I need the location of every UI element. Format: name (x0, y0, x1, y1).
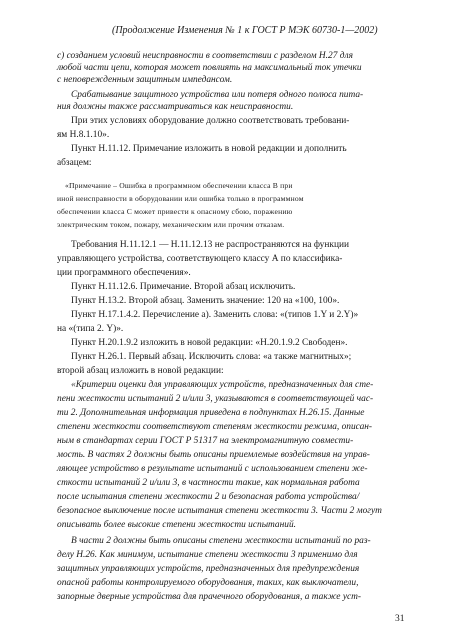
text-line: любой части цепи, которая может повлиять на максимальный ток утечки (57, 63, 362, 73)
text-line: Требования Н.11.12.1 — Н.11.12.13 не распространяются на функции (71, 240, 349, 250)
text-line: При этих условиях оборудование должно соответствовать требовани- (71, 116, 350, 126)
page-number: 31 (395, 614, 405, 624)
text-line: степени жесткости соответствуют степеням жесткости режима, описан- (57, 422, 373, 432)
text-line: второй абзац изложить в новой редакции: (57, 366, 224, 376)
note-line: иной неисправности в оборудовании или ошибка только в программном (57, 194, 304, 203)
text-line: мость. В частях 2 должны быть описаны приемлемые воздействия на управ- (57, 450, 370, 460)
text-line: ляющее устройство в результате испытаний с использованием степени же- (57, 464, 368, 474)
text-line: «Критерии оценки для управляющих устройств, предназначенных для сте- (71, 380, 374, 390)
text-line: безопасное выключение после испытания степени жесткости 3. Части 2 могут (57, 506, 382, 516)
text-line: сткости испытаний 2 и/или 3, в частности такие, как нормальная работа (57, 478, 360, 488)
text-line: В части 2 должны быть описаны степени жесткости испытаний по раз- (71, 536, 371, 546)
text-line: описывать более высокие степени жесткости испытаний. (57, 520, 296, 530)
text-line: с неповрежденным защитным импедансом. (57, 75, 233, 85)
text-line: защитных управляющих устройств, предназначенных для предупреждения (57, 564, 360, 574)
text-line: ти 2. Дополнительная информация приведена в подпунктах Н.26.15. Данные (57, 408, 365, 418)
text-line: Пункт Н.17.1.4.2. Перечисление а). Заменить слова: «(типов 1.Y и 2.Y)» (71, 310, 359, 320)
text-line: делу Н.26. Как минимум, испытание степени жесткости 3 применимо для (57, 550, 358, 560)
note-line: «Примечание – Ошибка в программном обеспечении класса В при (65, 181, 293, 190)
note-line: электрическим током, пожару, механическим или прочим отказам. (57, 220, 285, 229)
text-line: ции программного обеспечения». (57, 268, 191, 278)
text-line: Срабатывание защитного устройства или потеря одного полюса пита- (71, 90, 364, 100)
text-line: ным в стандартах серии ГОСТ Р 51317 на электромагнитную совмести- (57, 436, 354, 446)
text-line: на «(типа 2. Y)». (57, 324, 124, 334)
text-line: пени жесткости испытаний 2 и/или 3, указываются в соответствующей час- (57, 394, 374, 404)
text-line: абзацем: (57, 158, 92, 168)
text-line: ния должны также рассматриваться как неисправности. (57, 102, 294, 112)
text-line: ям Н.8.1.10». (57, 130, 110, 140)
text-line: Пункт Н.11.12. Примечание изложить в новой редакции и дополнить (71, 144, 347, 154)
text-line: с) созданием условий неисправности в соответствии с разделом Н.27 для (57, 51, 353, 61)
text-line: Пункт Н.20.1.9.2 изложить в новой редакции: «Н.20.1.9.2 Свободен». (71, 338, 348, 348)
page-header: (Продолжение Изменения № 1 к ГОСТ Р МЭК 60730-1—2002) (112, 25, 378, 36)
text-line: управляющего устройства, соответствующего классу А по классифика- (57, 254, 343, 264)
text-line: опасной работы контролируемого оборудования, таких, как выключатели, (57, 578, 359, 588)
text-line: запорные дверные устройства для прачечного оборудования, а также уст- (57, 592, 362, 602)
note-line: обеспечении класса С может привести к опасному сбою, поражению (57, 207, 293, 216)
text-line: Пункт Н.13.2. Второй абзац. Заменить значение: 120 на «100, 100». (71, 296, 340, 306)
text-line: после испытания степени жесткости 2 и безопасная работа устройства/ (57, 492, 360, 502)
text-line: Пункт Н.26.1. Первый абзац. Исключить слова: «а также магнитных»; (71, 352, 352, 362)
text-line: Пункт Н.11.12.6. Примечание. Второй абзац исключить. (71, 282, 296, 292)
